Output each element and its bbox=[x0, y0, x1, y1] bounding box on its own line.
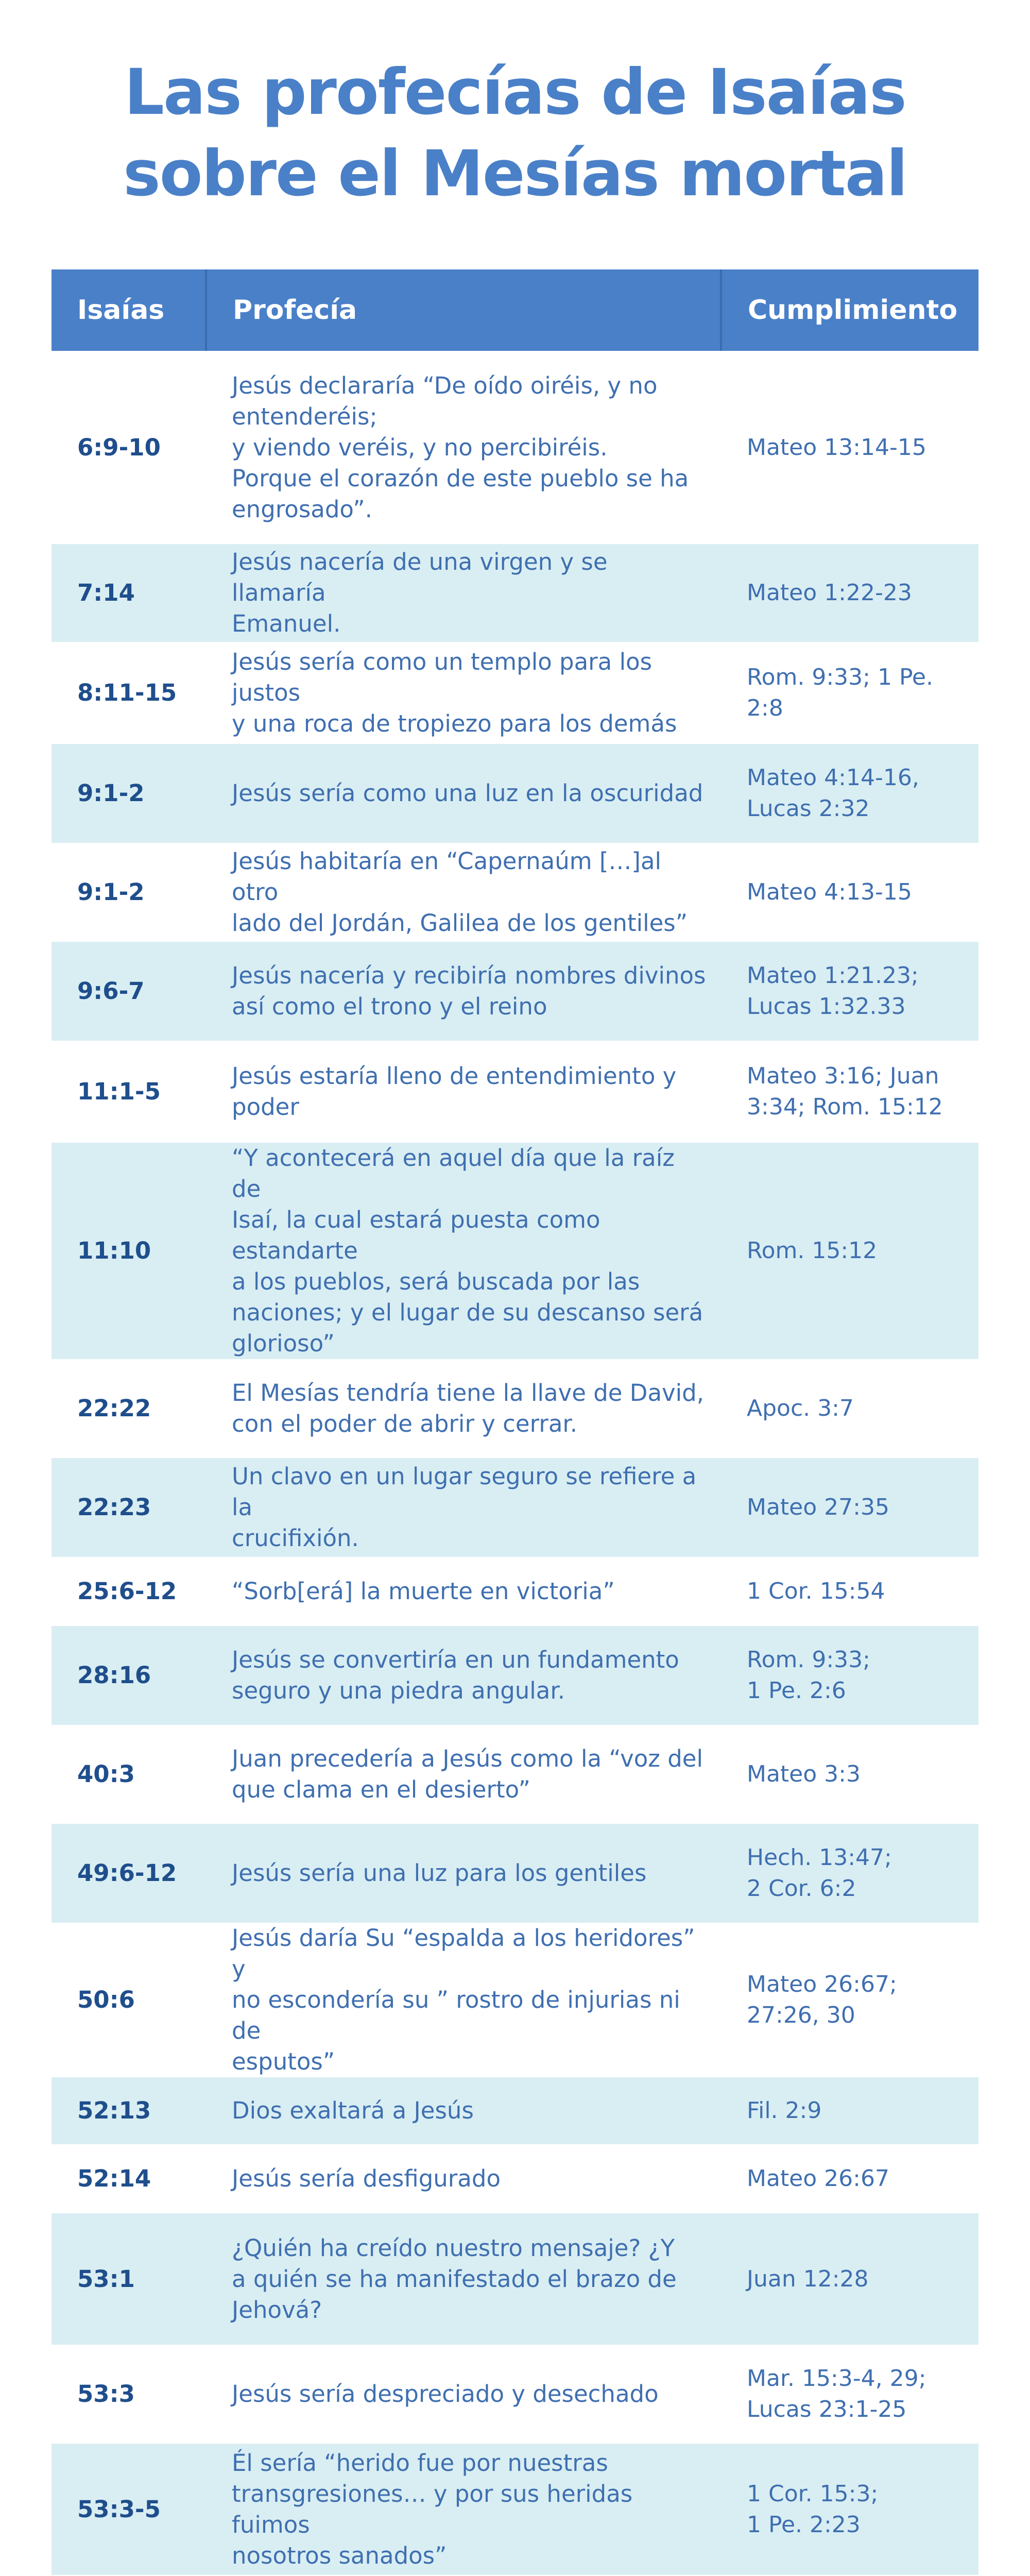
prophecy-line: Jesús habitaría en “Capernaúm […]al otro bbox=[232, 848, 662, 906]
prophecy-line: ¿Quién ha creído nuestro mensaje? ¿Y bbox=[232, 2234, 675, 2262]
isaiah-reference-cell: 52:14 bbox=[52, 2144, 206, 2213]
prophecy-line: Jesús declararía “De oído oiréis, y no bbox=[232, 371, 658, 399]
isaiah-reference-cell: 9:1-2 bbox=[52, 843, 206, 942]
prophecy-line: Jesús sería como un templo para los justos bbox=[232, 648, 653, 706]
prophecy-cell bbox=[206, 2077, 721, 2144]
fulfillment-line: Mateo 27:35 bbox=[747, 1494, 889, 1520]
prophecy-line: con el poder de abrir y cerrar. bbox=[232, 1410, 578, 1437]
prophecy-line: y una roca de tropiezo para los demás bbox=[232, 710, 677, 737]
prophecy-line: Jesús nacería de una virgen y se llamaría bbox=[232, 548, 608, 606]
prophecy-cell bbox=[206, 942, 721, 1041]
fulfillment-cell bbox=[721, 544, 978, 642]
isaiah-reference-cell: 49:6-12 bbox=[52, 1824, 206, 1923]
prophecy-line: Él sería “herido fue por nuestras bbox=[232, 2449, 608, 2477]
prophecy-line: Jesús daría Su “espalda a los heridores” y bbox=[232, 1924, 695, 1982]
table-row bbox=[52, 2213, 978, 2345]
fulfillment-line: Mateo 1:22-23 bbox=[747, 580, 912, 606]
prophecy-line: que clama en el desierto” bbox=[232, 1776, 530, 1803]
table-row bbox=[52, 1626, 978, 1725]
prophecy-cell bbox=[206, 1557, 721, 1626]
isaiah-reference-cell: 52:13 bbox=[52, 2077, 206, 2144]
fulfillment-line: Rom. 9:33; bbox=[747, 1647, 870, 1673]
fulfillment-line: Lucas 2:32 bbox=[747, 795, 870, 822]
prophecy-cell bbox=[206, 2345, 721, 2444]
fulfillment-line: Lucas 23:1-25 bbox=[747, 2396, 907, 2422]
table-row bbox=[52, 942, 978, 1041]
fulfillment-line: Juan 12:28 bbox=[747, 2265, 869, 2292]
fulfillment-line: 2 Cor. 6:2 bbox=[747, 1875, 856, 1902]
fulfillment-cell bbox=[721, 2077, 978, 2144]
table-row bbox=[52, 1923, 978, 2077]
table-row bbox=[52, 1557, 978, 1626]
isaiah-reference-cell: 11:1-5 bbox=[52, 1041, 206, 1143]
fulfillment-cell bbox=[721, 1824, 978, 1923]
prophecy-line: nosotros sanados” bbox=[232, 2541, 447, 2569]
fulfillment-cell bbox=[721, 1458, 978, 1557]
fulfillment-cell bbox=[721, 1359, 978, 1458]
prophecy-line: Jehová? bbox=[232, 2296, 322, 2324]
fulfillment-cell bbox=[721, 843, 978, 942]
fulfillment-cell bbox=[721, 2345, 978, 2444]
prophecy-line: “Y acontecerá en aquel día que la raíz de bbox=[232, 1144, 675, 1202]
fulfillment-line: Mateo 3:16; Juan bbox=[747, 1063, 939, 1089]
fulfillment-cell bbox=[721, 642, 978, 744]
prophecy-line: Jesús nacería y recibiría nombres divinos bbox=[232, 962, 706, 989]
prophecy-line: Jesús sería una luz para los gentiles bbox=[232, 1859, 647, 1887]
prophecy-line: Isaí, la cual estará puesta como estandarte bbox=[232, 1206, 600, 1264]
prophecy-line: “Sorb[erá] la muerte en victoria” bbox=[232, 1578, 615, 1605]
prophecy-cell bbox=[206, 351, 721, 544]
fulfillment-line: Mateo 4:13-15 bbox=[747, 879, 912, 905]
prophecy-line: Porque el corazón de este pueblo se ha bbox=[232, 464, 689, 492]
isaiah-reference-cell: 50:6 bbox=[52, 1923, 206, 2077]
prophecy-cell bbox=[206, 1041, 721, 1143]
isaiah-reference-cell: 25:6-12 bbox=[52, 1557, 206, 1626]
fulfillment-cell bbox=[721, 1557, 978, 1626]
prophecy-line: Jesús se convertiría en un fundamento bbox=[232, 1646, 679, 1673]
isaiah-reference-cell: 22:22 bbox=[52, 1359, 206, 1458]
column-header-fulfillment: Cumplimiento bbox=[721, 269, 978, 351]
table-row bbox=[52, 2077, 978, 2144]
fulfillment-line: Mateo 1:21.23; bbox=[747, 962, 919, 989]
prophecy-line: seguro y una piedra angular. bbox=[232, 1677, 565, 1704]
isaiah-reference-cell: 22:23 bbox=[52, 1458, 206, 1557]
prophecy-line: engrosado”. bbox=[232, 495, 372, 523]
isaiah-reference-cell: 6:9-10 bbox=[52, 351, 206, 544]
prophecy-line: a quién se ha manifestado el brazo de bbox=[232, 2265, 677, 2293]
prophecy-line: Jesús sería desfigurado bbox=[232, 2165, 501, 2192]
prophecy-cell bbox=[206, 744, 721, 843]
fulfillment-line: Rom. 15:12 bbox=[747, 1238, 878, 1264]
fulfillment-line: Mar. 15:3-4, 29; bbox=[747, 2365, 926, 2392]
fulfillment-cell bbox=[721, 1143, 978, 1359]
prophecy-cell bbox=[206, 544, 721, 642]
prophecy-line: naciones; y el lugar de su descanso será bbox=[232, 1299, 703, 1326]
fulfillment-line: Mateo 26:67 bbox=[747, 2165, 889, 2192]
fulfillment-line: 27:26, 30 bbox=[747, 2002, 855, 2028]
prophecy-cell bbox=[206, 1725, 721, 1824]
column-header-prophecy: Profecía bbox=[206, 269, 721, 351]
fulfillment-cell bbox=[721, 1725, 978, 1824]
isaiah-reference-cell: 9:6-7 bbox=[52, 942, 206, 1041]
prophecy-line: El Mesías tendría tiene la llave de David, bbox=[232, 1379, 705, 1406]
table-row bbox=[52, 1824, 978, 1923]
isaiah-reference-cell: 53:3-5 bbox=[52, 2444, 206, 2575]
prophecy-cell bbox=[206, 1359, 721, 1458]
table-row bbox=[52, 2444, 978, 2575]
table-header-row bbox=[52, 269, 978, 351]
table-row bbox=[52, 1725, 978, 1824]
table-row bbox=[52, 1143, 978, 1359]
table-row bbox=[52, 744, 978, 843]
isaiah-reference-cell: 9:1-2 bbox=[52, 744, 206, 843]
table-row bbox=[52, 544, 978, 642]
isaiah-reference-cell: 40:3 bbox=[52, 1725, 206, 1824]
prophecy-line: lado del Jordán, Galilea de los gentiles” bbox=[232, 909, 688, 937]
prophecy-line: Un clavo en un lugar seguro se refiere a la bbox=[232, 1463, 697, 1521]
fulfillment-line: 2:8 bbox=[747, 695, 783, 721]
prophecy-cell bbox=[206, 2144, 721, 2213]
prophecy-line: no escondería su ” rostro de injurias ni de bbox=[232, 1986, 680, 2044]
fulfillment-line: Hech. 13:47; bbox=[747, 1844, 892, 1871]
prophecy-line: esputos” bbox=[232, 2048, 335, 2075]
isaiah-reference-cell: 11:10 bbox=[52, 1143, 206, 1359]
fulfillment-line: 3:34; Rom. 15:12 bbox=[747, 1094, 943, 1120]
prophecy-cell bbox=[206, 2444, 721, 2575]
prophecy-cell bbox=[206, 1824, 721, 1923]
fulfillment-line: 1 Cor. 15:54 bbox=[747, 1578, 885, 1604]
fulfillment-cell bbox=[721, 1923, 978, 2077]
page-title-line-1: Las profecías de Isaías bbox=[124, 56, 906, 129]
prophecy-line: Emanuel. bbox=[232, 610, 341, 637]
fulfillment-cell bbox=[721, 351, 978, 544]
prophecy-cell bbox=[206, 1458, 721, 1557]
table-row bbox=[52, 1359, 978, 1458]
prophecy-line: glorioso” bbox=[232, 1330, 335, 1357]
column-header-reference: Isaías bbox=[52, 269, 206, 351]
prophecy-cell bbox=[206, 642, 721, 744]
isaiah-reference-cell: 53:3 bbox=[52, 2345, 206, 2444]
prophecy-line: Jesús sería como una luz en la oscuridad bbox=[232, 779, 703, 807]
fulfillment-line: Mateo 26:67; bbox=[747, 1971, 897, 1997]
prophecy-line: poder bbox=[232, 1093, 299, 1121]
prophecy-line: Juan precedería a Jesús como la “voz del bbox=[232, 1745, 703, 1772]
fulfillment-line: Mateo 3:3 bbox=[747, 1761, 861, 1787]
isaiah-reference-cell: 28:16 bbox=[52, 1626, 206, 1725]
isaiah-reference-cell: 53:1 bbox=[52, 2213, 206, 2345]
table-row bbox=[52, 2144, 978, 2213]
table-row bbox=[52, 642, 978, 744]
prophecy-cell bbox=[206, 1143, 721, 1359]
prophecy-line: Jesús estaría lleno de entendimiento y bbox=[232, 1062, 677, 1090]
prophecy-cell bbox=[206, 1923, 721, 2077]
fulfillment-line: Apoc. 3:7 bbox=[747, 1395, 854, 1421]
isaiah-reference-cell: 7:14 bbox=[52, 544, 206, 642]
prophecy-cell bbox=[206, 2213, 721, 2345]
prophecy-line: Dios exaltará a Jesús bbox=[232, 2097, 474, 2124]
fulfillment-line: 1 Cor. 15:3; bbox=[747, 2480, 879, 2507]
fulfillment-line: Lucas 1:32.33 bbox=[747, 993, 906, 1020]
fulfillment-cell bbox=[721, 2213, 978, 2345]
table-row bbox=[52, 843, 978, 942]
table-row bbox=[52, 351, 978, 544]
prophecy-line: transgresiones… y por sus heridas fuimos bbox=[232, 2480, 633, 2538]
prophecy-line: así como el trono y el reino bbox=[232, 993, 547, 1020]
fulfillment-cell bbox=[721, 942, 978, 1041]
fulfillment-cell bbox=[721, 744, 978, 843]
page-title-line-2: sobre el Mesías mortal bbox=[123, 137, 907, 210]
prophecy-line: a los pueblos, será buscada por las bbox=[232, 1268, 640, 1295]
fulfillment-line: 1 Pe. 2:6 bbox=[747, 1677, 846, 1704]
table-row bbox=[52, 1458, 978, 1557]
prophecy-cell bbox=[206, 843, 721, 942]
prophecy-line: y viendo veréis, y no percibiréis. bbox=[232, 433, 608, 461]
fulfillment-cell bbox=[721, 2444, 978, 2575]
fulfillment-line: Mateo 4:14-16, bbox=[747, 765, 919, 791]
fulfillment-cell bbox=[721, 1041, 978, 1143]
table-row bbox=[52, 1041, 978, 1143]
prophecy-line: entenderéis; bbox=[232, 402, 377, 430]
prophecy-line: crucifixión. bbox=[232, 1524, 359, 1552]
page-title bbox=[0, 52, 1030, 214]
fulfillment-line: Rom. 9:33; 1 Pe. bbox=[747, 664, 933, 690]
prophecy-table bbox=[52, 269, 978, 2576]
table-row bbox=[52, 2345, 978, 2444]
table-body bbox=[52, 351, 978, 2576]
fulfillment-cell bbox=[721, 2144, 978, 2213]
isaiah-reference-cell: 8:11-15 bbox=[52, 642, 206, 744]
fulfillment-cell bbox=[721, 1626, 978, 1725]
prophecy-line: Jesús sería despreciado y desechado bbox=[232, 2380, 659, 2408]
prophecy-cell bbox=[206, 1626, 721, 1725]
fulfillment-line: Fil. 2:9 bbox=[747, 2097, 822, 2124]
fulfillment-line: Mateo 13:14-15 bbox=[747, 434, 926, 461]
fulfillment-line: 1 Pe. 2:23 bbox=[747, 2511, 861, 2538]
